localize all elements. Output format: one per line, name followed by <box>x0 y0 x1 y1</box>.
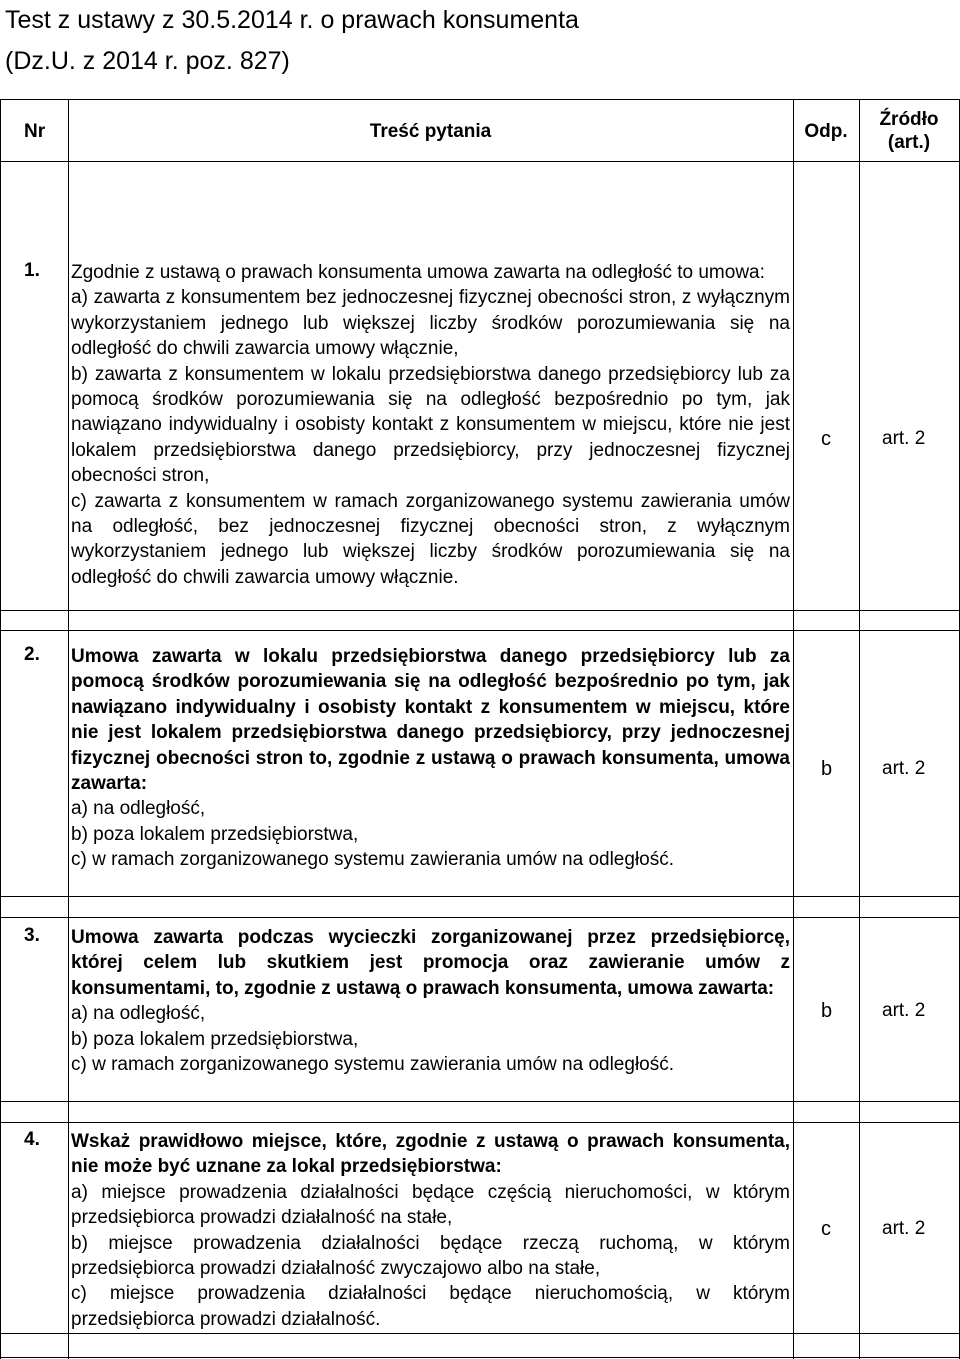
question-number: 4. <box>24 1129 40 1150</box>
question-stem: Umowa zawarta podczas wycieczki zorganizowanej przez przedsiębiorcę, której celem lub skutkiem jest promocja oraz zawieranie umów z konsumentami, to, zgodnie z ustawą o prawach konsumenta, umowa zawarta: <box>71 927 790 999</box>
option-a: a) miejsce prowadzenia działalności będące częścią nieruchomości, w którym przedsiębiorca prowadzi działalność na stałe, <box>71 1181 790 1229</box>
row-line <box>0 610 960 611</box>
column-divider-nr <box>68 99 69 1359</box>
question-1-text <box>71 260 790 590</box>
header-odp: Odp. <box>804 121 848 142</box>
answer: c <box>821 428 831 450</box>
option-a: a) zawarta z konsumentem bez jednoczesnej fizycznej obecności stron, z wyłącznym wykorzystaniem jednego lub większej liczby środków porozumiewania się na odległość do chwili zawarcia umowy włącznie, <box>71 287 790 360</box>
option-c: c) miejsce prowadzenia działalności będące nieruchomością, w którym przedsiębiorca prowadzi działalność. <box>71 1283 790 1330</box>
option-b: b) poza lokalem przedsiębiorstwa, <box>71 823 359 845</box>
option-c: c) w ramach zorganizowanego systemu zawierania umów na odległość. <box>71 849 675 871</box>
header-zrodlo <box>859 108 959 154</box>
option-b: b) zawarta z konsumentem w lokalu przedsiębiorstwa danego przedsiębiorcy lub za pomocą środków porozumiewania się na odległość bezpośrednio po tym, jak nawiązano indywidualny i osobisty kontakt z konsumentem w miejscu, które nie jest lokalem przedsiębiorstwa danego przedsiębiorcy, przy jednoczesnej fizycznej obecności stron, <box>71 363 790 487</box>
answer: b <box>821 758 833 780</box>
question-number: 1. <box>24 260 40 281</box>
row-line <box>0 630 960 631</box>
header-tresc-pytania: Treść pytania <box>369 121 492 142</box>
question-2-text <box>71 644 790 873</box>
option-b: b) poza lokalem przedsiębiorstwa, <box>71 1028 359 1050</box>
row-line <box>0 99 960 100</box>
column-divider-odp <box>859 99 860 1359</box>
row-line <box>0 1101 960 1102</box>
answer: c <box>821 1218 831 1240</box>
header-zrodlo-line-2: (art.) <box>887 132 931 153</box>
source-article: art. 2 <box>882 428 926 449</box>
option-a: a) na odległość, <box>71 798 206 820</box>
source-article: art. 2 <box>882 1218 926 1239</box>
question-stem: Umowa zawarta w lokalu przedsiębiorstwa danego przedsiębiorcy lub za pomocą środków porozumiewania się na odległość bezpośrednio po tym, jak nawiązano indywidualny i osobisty kontakt z konsumentem w miejscu, które nie jest lokalem przedsiębiorstwa danego przedsiębiorcy, przy jednoczesnej fizycznej obecności stron to, zgodnie z ustawą o prawach konsumenta, umowa zawarta: <box>71 646 790 795</box>
header-nr: Nr <box>24 121 46 142</box>
question-number: 2. <box>24 644 40 665</box>
question-3-text <box>71 925 790 1077</box>
row-line <box>0 917 960 918</box>
table-border-left <box>0 99 1 1359</box>
header-zrodlo-line-1: Źródło <box>879 109 939 130</box>
question-stem: Wskaż prawidłowo miejsce, które, zgodnie z ustawą o prawach konsumenta, nie może być uznane za lokal przedsiębiorstwa: <box>71 1131 790 1178</box>
option-a: a) na odległość, <box>71 1003 206 1025</box>
source-article: art. 2 <box>882 758 926 779</box>
row-line <box>0 896 960 897</box>
option-c: c) w ramach zorganizowanego systemu zawierania umów na odległość. <box>71 1054 675 1076</box>
row-line <box>0 1122 960 1123</box>
row-line <box>0 1333 960 1334</box>
document-title <box>5 0 945 82</box>
question-4-text <box>71 1129 790 1332</box>
question-number: 3. <box>24 925 40 946</box>
source-article: art. 2 <box>882 1000 926 1021</box>
question-stem: Zgodnie z ustawą o prawach konsumenta umowa zawarta na odległość to umowa: <box>71 262 765 283</box>
title-line-2: (Dz.U. z 2014 r. poz. 827) <box>5 47 290 75</box>
column-divider-tresc <box>793 99 794 1359</box>
title-line-1: Test z ustawy z 30.5.2014 r. o prawach konsumenta <box>5 6 579 34</box>
row-line <box>0 1357 960 1358</box>
row-line <box>0 161 960 162</box>
option-c: c) zawarta z konsumentem w ramach zorganizowanego systemu zawierania umów na odległość, bez jednoczesnej fizycznej obecności stron, z wyłącznym wykorzystaniem jednego lub większej liczby środków porozumiewania się na odległość do chwili zawarcia umowy włącznie. <box>71 490 790 588</box>
option-b: b) miejsce prowadzenia działalności będące rzeczą ruchomą, w którym przedsiębiorca prowadzi działalność zwyczajowo albo na stałe, <box>71 1232 790 1280</box>
answer: b <box>821 1000 833 1022</box>
